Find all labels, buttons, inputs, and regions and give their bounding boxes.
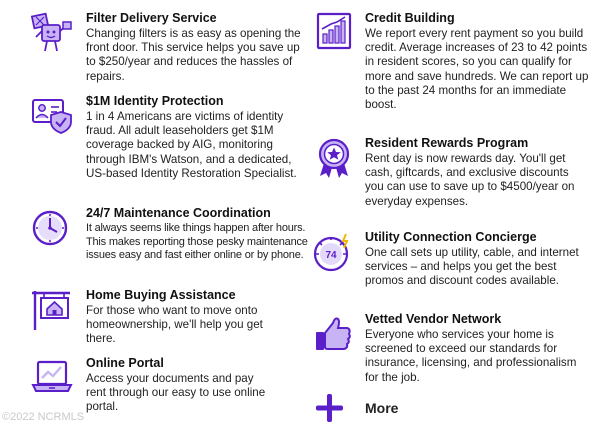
feature-description: For those who want to move onto homeownership, we'll help you get there. [86, 304, 263, 346]
award-ribbon-icon [312, 136, 356, 180]
feature-title: $1M Identity Protection [86, 94, 224, 108]
feature-title: Resident Rewards Program [365, 136, 529, 150]
feature-title: Online Portal [86, 356, 164, 370]
feature-description: Changing filters is as easy as opening the front door. This service helps you save up to $250/year and reduces the hassles of repairs. [86, 27, 301, 83]
copyright-text: ©2022 NCRMLS [2, 411, 85, 423]
dial-number: 74 [325, 250, 337, 261]
feature-description: 1 in 4 Americans are victims of identity fraud. All adult leaseholders get $1M coverage backed by AIG, monitoring through IBM's Watson, and a dedicated, US-based Identity Restoration Specialist. [86, 110, 297, 180]
laptop-icon [30, 356, 74, 400]
feature-title: Home Buying Assistance [86, 288, 236, 302]
feature-title: Filter Delivery Service [86, 11, 217, 25]
feature-description: One call sets up utility, cable, and internet services – and helps you get the best promos and discount codes available. [365, 246, 579, 288]
feature-description: Rent day is now rewards day. You'll get cash, giftcards, and exclusive discounts you can use to save up to $4500/year on everyday expenses. [365, 152, 575, 208]
feature-title: Vetted Vendor Network [365, 312, 502, 326]
feature-title: 24/7 Maintenance Coordination [86, 206, 271, 220]
feature-description: It always seems like things happen after hours. This makes reporting those pesky maintenance issues easy and fast either online or by phone. [86, 222, 308, 262]
plus-icon [312, 392, 348, 424]
delivery-box-icon [30, 11, 74, 55]
clock-icon [30, 206, 74, 250]
feature-description: We report every rent payment so you build credit. Average increases of 23 to 42 points in resident scores, so you can qualify for more and save hundreds. We can report up to the past 24 months for an immediate boost. [365, 27, 589, 112]
credit-chart-icon [312, 11, 356, 55]
thumbs-up-icon [312, 312, 356, 356]
feature-title: Credit Building [365, 11, 455, 25]
feature-description: Everyone who services your home is screened to exceed our standards for insurance, licensing, and professionalism for the job. [365, 328, 577, 384]
more-label[interactable]: More [365, 400, 399, 416]
identity-badge-icon [30, 94, 74, 138]
house-sign-icon [30, 288, 74, 332]
utility-dial-icon [312, 230, 356, 274]
feature-title: Utility Connection Concierge [365, 230, 537, 244]
feature-description: Access your documents and pay rent through our easy to use online portal. [86, 372, 266, 414]
